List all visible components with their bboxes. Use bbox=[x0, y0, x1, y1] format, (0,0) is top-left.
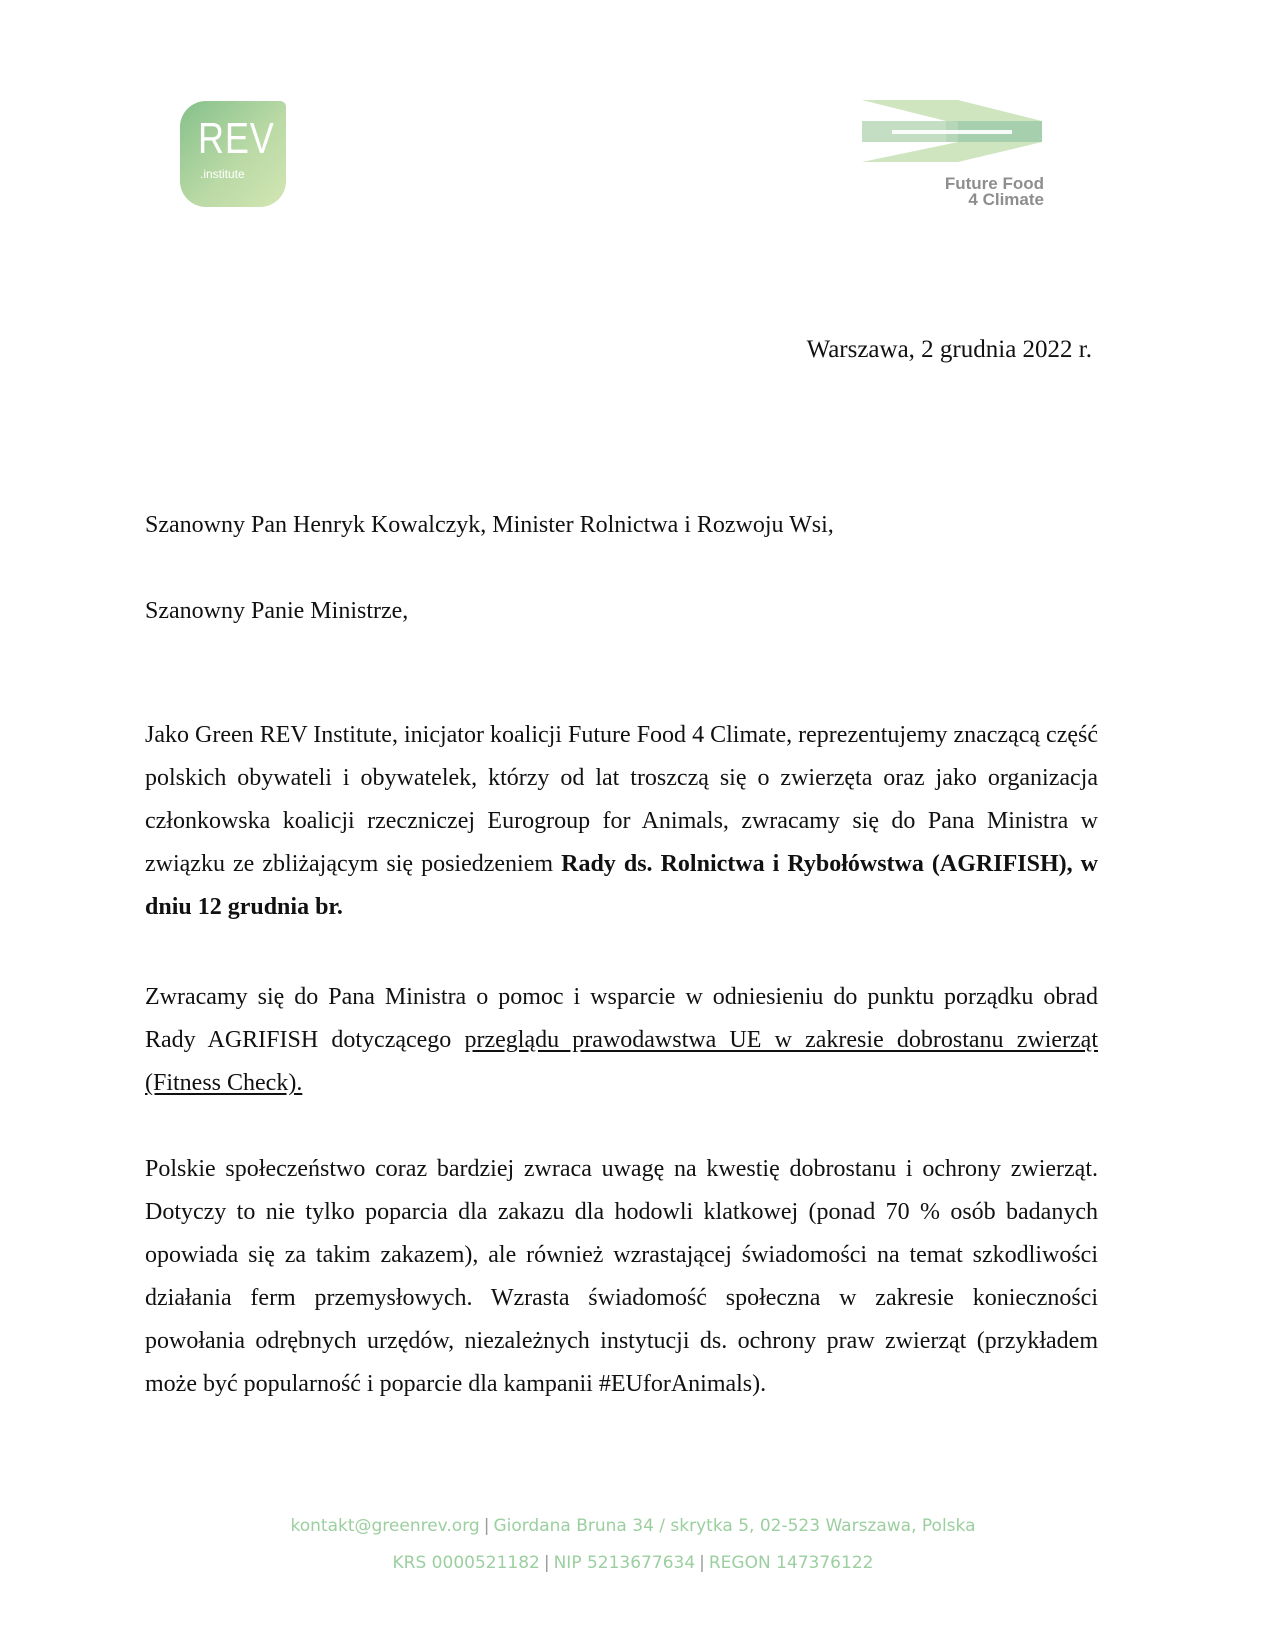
future-food-logo-line2: 4 Climate bbox=[968, 190, 1044, 209]
footer-nip: NIP 5213677634 bbox=[553, 1553, 696, 1573]
paragraph-2 bbox=[145, 976, 1098, 1105]
future-food-logo-text bbox=[945, 176, 1044, 208]
paragraph-2-text: Zwracamy się do Pana Ministra o pomoc i wsparcie w odniesieniu do punktu porządku obrad Rady AGRIFISH dotyczącego bbox=[145, 984, 1098, 1053]
footer-krs: KRS 0000521182 bbox=[392, 1553, 540, 1573]
paragraph-1 bbox=[145, 714, 1098, 929]
footer-registry-line bbox=[0, 1553, 1266, 1573]
letter-date: Warszawa, 2 grudnia 2022 r. bbox=[806, 336, 1092, 363]
paragraph-3: Polskie społeczeństwo coraz bardziej zwraca uwagę na kwestię dobrostanu i ochrony zwierząt. Dotyczy to nie tylko poparcia dla zakazu dla hodowli klatkowej (ponad 70 % osób badanych opowiada się za takim zakazem), ale również wzrastającej świadomości na temat szkodliwości działania ferm przemysłowych. Wzrasta świadomość społeczna w zakresie konieczności powołania odrębnych urzędów, niezależnych instytucji ds. ochrony praw zwierząt (przykładem może być popularność i poparcie dla kampanii #EUforAnimals). bbox=[145, 1156, 1098, 1397]
paragraph-1-bold-text: Rady ds. Rolnictwa i Rybołówstwa (AGRIFISH), w dniu 12 grudnia br. bbox=[145, 851, 1098, 920]
future-food-ribbon-icon bbox=[862, 100, 1052, 180]
future-food-logo-line1: Future Food bbox=[944, 174, 1044, 193]
footer-separator: | bbox=[543, 1553, 550, 1573]
paragraph-2-underlined-text: przeglądu prawodawstwa UE w zakresie dobrostanu zwierząt (Fitness Check). bbox=[145, 1027, 1098, 1096]
footer-contact-line bbox=[0, 1516, 1266, 1536]
letter-addressee: Szanowny Pan Henryk Kowalczyk, Minister Rolnictwa i Rozwoju Wsi, bbox=[145, 512, 834, 538]
footer-separator: | bbox=[483, 1516, 490, 1536]
letter-salutation: Szanowny Panie Ministrze, bbox=[145, 598, 409, 624]
footer-address: Giordana Bruna 34 / skrytka 5, 02-523 Warszawa, Polska bbox=[493, 1516, 976, 1536]
rev-logo-sub-text: .institute bbox=[200, 167, 245, 181]
rev-institute-logo bbox=[180, 101, 286, 207]
future-food-4-climate-logo bbox=[862, 100, 1052, 212]
footer-regon: REGON 147376122 bbox=[708, 1553, 874, 1573]
paragraph-1-text: Jako Green REV Institute, inicjator koalicji Future Food 4 Climate, reprezentujemy znaczącą część polskich obywateli i obywatelek, którzy od lat troszczą się o zwierzęta oraz jako organizacja członkowska koalicji rzeczniczej Eurogroup for Animals, zwracamy się do Pana Ministra w związku ze zbliżającym się posiedzeniem bbox=[145, 722, 1098, 877]
footer-email: kontakt@greenrev.org bbox=[290, 1516, 480, 1536]
footer-separator: | bbox=[699, 1553, 705, 1573]
rev-logo-main-text: REV bbox=[198, 114, 275, 163]
